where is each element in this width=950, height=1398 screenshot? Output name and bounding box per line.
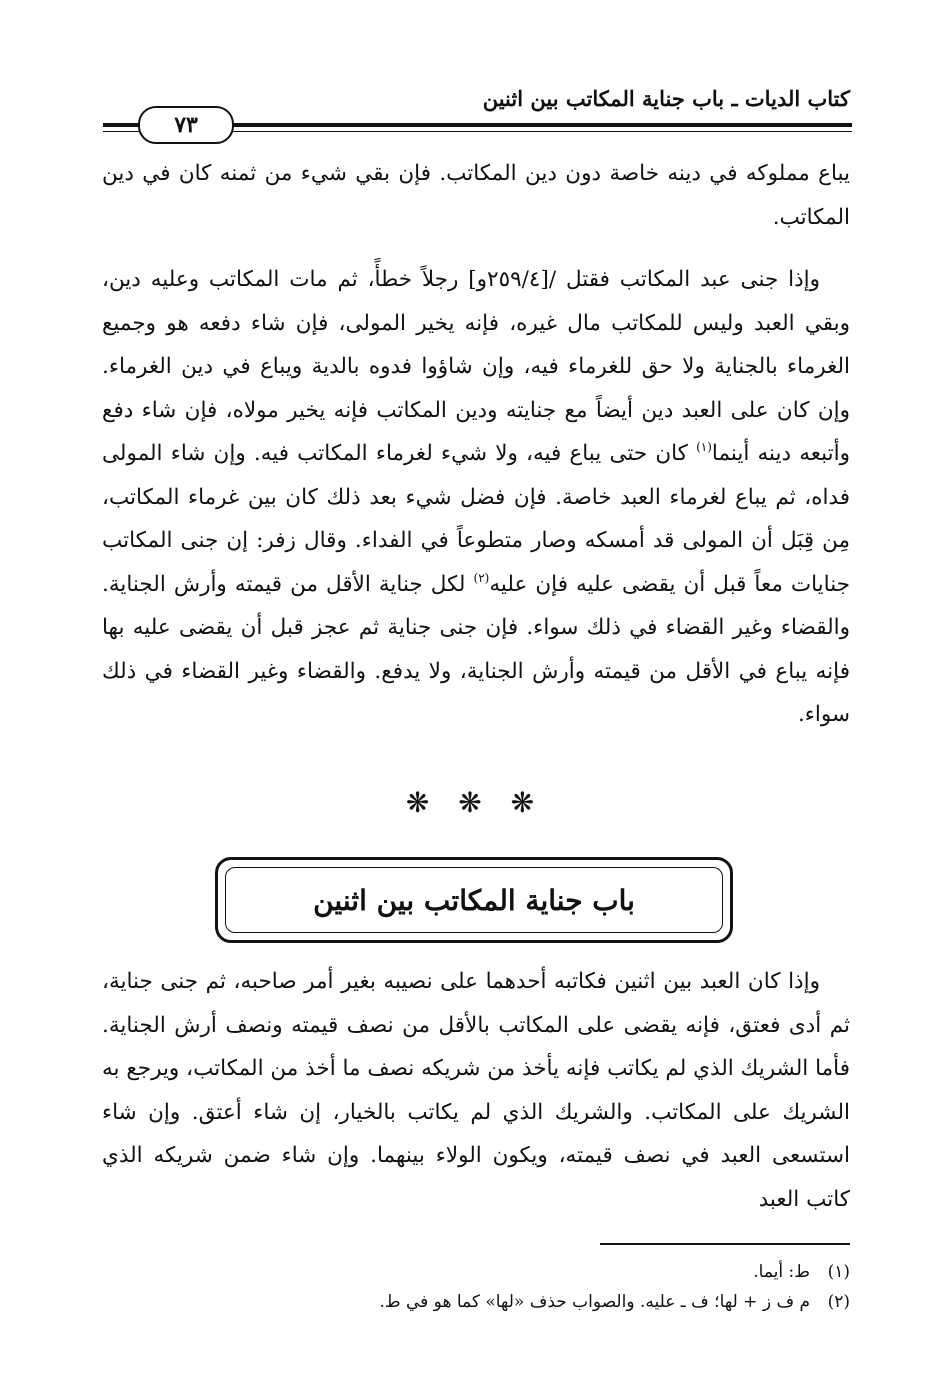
paragraph-continuation: يباع مملوكه في دينه خاصة دون دين المكاتب. فإن بقي شيء من ثمنه كان في دين المكاتب. xyxy=(102,161,850,230)
chapter-heading-inner-frame xyxy=(225,867,723,933)
paragraph-text-part-a: وإذا جنى عبد المكاتب فقتل /[٢٥٩/٤و] رجلاً خطأً، ثم مات المكاتب وعليه دين، وبقي العبد وليس للمكاتب مال غيره، فإنه يخير المولى، فإن شاء دفعه هو وجميع الغرماء بالجناية ولا حق للغرماء فيه، وإن شاؤوا فدوه بالدية ويباع في دين الغرماء. وإن كان على العبد دين أيضاً مع جنايته ودين المكاتب فإنه يخير مولاه، فإن شاء دفع وأتبعه دينه أينما xyxy=(102,267,850,466)
footnote-1-text: ط: أيما. xyxy=(753,1262,810,1282)
footnotes xyxy=(102,1257,850,1317)
footnote-2 xyxy=(102,1287,850,1317)
footnote-2-mark: (٢) xyxy=(827,1292,850,1312)
paragraph-text-part-c: لكل جناية الأقل من قيمته وأرش الجناية. والقضاء وغير القضاء في ذلك سواء. فإن جنى جناية ثم عجز قبل أن يقضى عليه بها فإنه يباع في الأقل من قيمته وأرش الجناية، ولا يدفع. والقضاء وغير القضاء في ذلك سواء. xyxy=(102,571,850,727)
paragraph-text-part-b: كان حتى يباع فيه، ولا شيء لغرماء المكاتب فيه. وإن شاء المولى فداه، ثم يباع لغرماء العبد خاصة. فإن فضل شيء بعد ذلك كان بين غرماء المكاتب، مِن قِبَل أن المولى قد أمسكه وصار متطوعاً في الفداء. وقال زفر: إن جنى المكاتب جنايات معاً قبل أن يقضى عليه فإن عليه xyxy=(102,441,850,597)
chapter-title: باب جناية المكاتب بين اثنين xyxy=(313,883,635,917)
body-text-top xyxy=(102,152,850,737)
page-number-badge xyxy=(138,106,234,144)
chapter-paragraph: وإذا كان العبد بين اثنين فكاتبه أحدهما على نصيبه بغير أمر صاحبه، ثم جنى جناية، ثم أدى فعتق، فإنه يقضى على المكاتب بالأقل من نصف قيمته ونصف أرش الجناية. فأما الشريك الذي لم يكاتب فإنه يأخذ من شريكه نصف ما أخذ من المكاتب، ويرجع به الشريك على المكاتب. والشريك الذي لم يكاتب بالخيار، إن شاء أعتق. وإن شاء استسعى العبد في نصف قيمته، ويكون الولاء بينهما. وإن شاء ضمن شريكه الذي كاتب العبد xyxy=(102,969,850,1212)
page-number: ٧٣ xyxy=(174,112,198,138)
section-separator-ornament: ❋ ❋ ❋ xyxy=(405,786,545,819)
footnote-separator-rule xyxy=(600,1243,850,1245)
chapter-heading-frame xyxy=(215,857,733,943)
footnote-1 xyxy=(102,1257,850,1287)
body-text-chapter xyxy=(102,960,850,1221)
footnote-ref-1: (١) xyxy=(696,440,712,454)
running-header-title: كتاب الديات ـ باب جناية المكاتب بين اثنين xyxy=(482,86,850,111)
footnote-ref-2: (٢) xyxy=(473,570,490,585)
footnote-1-mark: (١) xyxy=(827,1262,850,1282)
footnote-2-text: م ف ز + لها؛ ف ـ عليه. والصواب حذف «لها» كما هو في ط. xyxy=(379,1292,810,1312)
paragraph-slave-of-mukatab xyxy=(102,258,850,737)
